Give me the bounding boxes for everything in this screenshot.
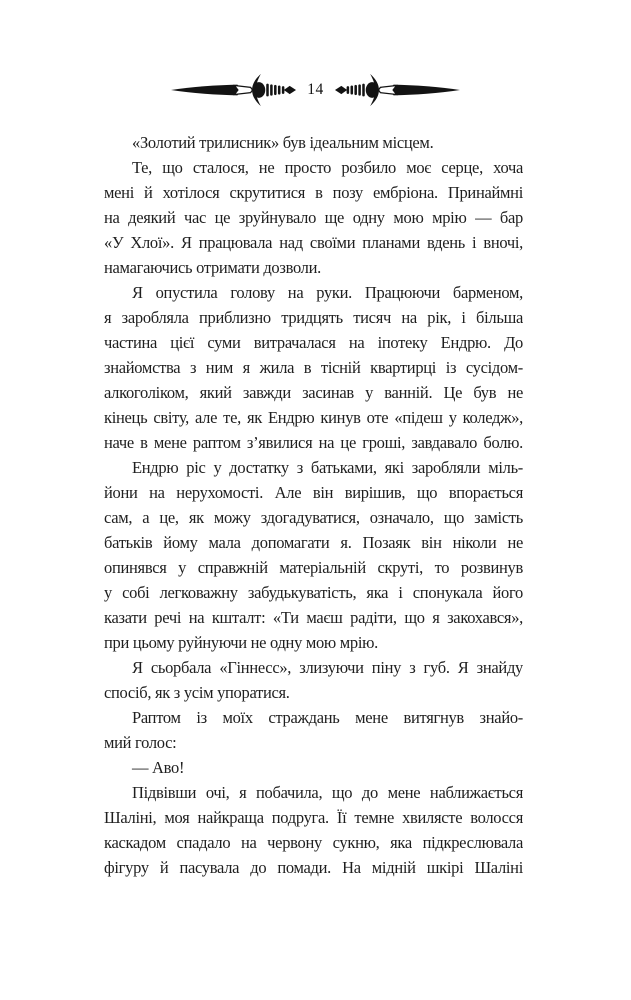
paragraph bbox=[104, 705, 523, 755]
page-header bbox=[0, 72, 631, 108]
text-line: мені й хотілося скрутитися в позу ембріона. Принаймні bbox=[104, 183, 523, 202]
text-line: частина цієї суми витрачалася на іпотеку Ендрю. До bbox=[104, 333, 523, 352]
text-line: намагаючись отримати дозволи. bbox=[104, 258, 321, 277]
text-line: сам, а це, як можу здогадуватися, означало, що замість bbox=[104, 508, 523, 527]
text-line: наче в мене раптом з’явилися на це гроші, завдавало болю. bbox=[104, 433, 523, 452]
text-line: мий голос: bbox=[104, 733, 177, 752]
page-text bbox=[104, 130, 523, 880]
text-line: алкоголіком, який завжди засинав у ванній. Це був не bbox=[104, 383, 523, 402]
paragraph bbox=[104, 130, 523, 155]
text-line: Підвівши очі, я побачила, що до мене наближається bbox=[132, 783, 523, 802]
text-line: фігуру й пасувала до помади. На мідній шкірі Шаліні bbox=[104, 858, 523, 877]
paragraph bbox=[104, 280, 523, 455]
text-line: кінець світу, але те, як Ендрю кинув оте «підеш у коледж», bbox=[104, 408, 523, 427]
paragraph bbox=[104, 655, 523, 705]
paragraph bbox=[104, 155, 523, 280]
text-line: я заробляла приблизно тридцять тисяч на рік, і більша bbox=[104, 308, 523, 327]
text-line: казати речі на кшталт: «Ти маєш радіти, що я закохався», bbox=[104, 608, 523, 627]
page-number: 14 bbox=[307, 81, 324, 99]
text-line: «У Хлої». Я працювала над своїми планами вдень і вночі, bbox=[104, 233, 523, 252]
text-line: Я опустила голову на руки. Працюючи барменом, bbox=[132, 283, 523, 302]
text-line: при цьому руйнуючи не одну мою мрію. bbox=[104, 633, 379, 652]
text-line: Я сьорбала «Гіннесс», злизуючи піну з губ. Я знайду bbox=[132, 658, 523, 677]
paragraph bbox=[104, 455, 523, 655]
paragraph bbox=[104, 755, 523, 780]
text-line: Ендрю ріс у достатку з батьками, які заробляли міль- bbox=[132, 458, 523, 477]
text-line: йони на нерухомості. Але він вирішив, що впорається bbox=[104, 483, 523, 502]
text-line: — Аво! bbox=[132, 758, 185, 777]
sword-ornament-left-icon bbox=[170, 72, 297, 108]
text-line: опинявся у справжній матеріальній скруті, то розвинув bbox=[104, 558, 523, 577]
text-line: каскадом спадало на червону сукню, яка підкреслювала bbox=[104, 833, 523, 852]
text-line: Те, що сталося, не просто розбило моє серце, хоча bbox=[132, 158, 523, 177]
text-line: спосіб, як з усім упоратися. bbox=[104, 683, 290, 702]
text-line: Раптом із моїх страждань мене витягнув знайо- bbox=[132, 708, 523, 727]
text-line: батьків йому мала допомагати я. Позаяк він ніколи не bbox=[104, 533, 523, 552]
paragraph bbox=[104, 780, 523, 880]
text-line: «Золотий трилисник» був ідеальним місцем. bbox=[132, 133, 434, 152]
sword-ornament-right-icon bbox=[334, 72, 461, 108]
text-line: знайомства з ним я жила в тісній квартирці із сусідом- bbox=[104, 358, 523, 377]
text-line: на деякий час це зруйнувало ще одну мою мрію — бар bbox=[104, 208, 523, 227]
text-line: Шаліні, моя найкраща подруга. Її темне хвилясте волосся bbox=[104, 808, 523, 827]
text-line: у собі легковажну забудькуватість, яка і спонукала його bbox=[104, 583, 523, 602]
